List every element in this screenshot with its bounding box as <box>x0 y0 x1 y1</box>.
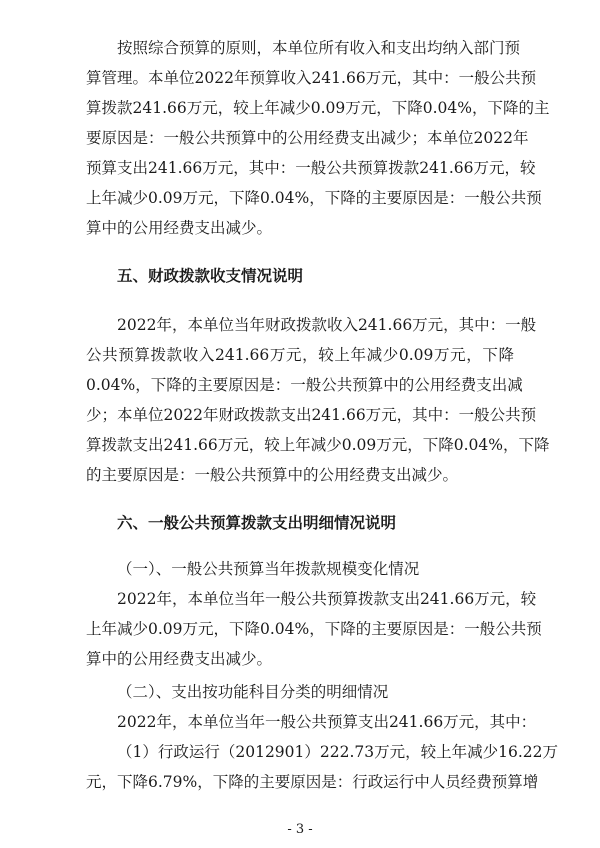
para1-line: 按照综合预算的原则，本单位所有收入和支出均纳入部门预 <box>117 39 521 57</box>
subsection-heading: （一）、一般公共预算当年拨款规模变化情况 <box>117 560 420 578</box>
section5-line: 少；本单位2022年财政拨款支出241.66万元，其中：一般公共预 <box>86 406 537 424</box>
sub1-line: 2022年，本单位当年一般公共预算拨款支出241.66万元，较 <box>117 590 537 608</box>
section5-line: 公共预算拨款收入241.66万元，较上年减少0.09万元，下降 <box>86 346 514 364</box>
subsection-heading: （二）、支出按功能科目分类的明细情况 <box>117 683 389 701</box>
para1-line: 预算支出241.66万元，其中：一般公共预算拨款241.66万元，较 <box>86 159 536 177</box>
para1-line: 算管理。本单位2022年预算收入241.66万元，其中：一般公共预 <box>86 69 537 87</box>
section5-line: 0.04%，下降的主要原因是：一般公共预算中的公用经费支出减 <box>86 376 523 394</box>
sub2-item1-line: （1）行政运行（2012901）222.73万元，较上年减少16.22万 <box>117 743 559 761</box>
para1-line: 要原因是：一般公共预算中的公用经费支出减少；本单位2022年 <box>86 129 529 147</box>
section5-line: 的主要原因是：一般公共预算中的公用经费支出减少。 <box>86 466 459 484</box>
section5-line: 算拨款支出241.66万元，较上年减少0.09万元，下降0.04%，下降 <box>86 436 550 454</box>
section-heading: 五、财政拨款收支情况说明 <box>117 267 304 285</box>
section5-line: 2022年，本单位当年财政拨款收入241.66万元，其中：一般 <box>117 316 537 334</box>
para1-line: 算拨款241.66万元，较上年减少0.09万元，下降0.04%，下降的主 <box>86 99 550 117</box>
para1-line: 算中的公用经费支出减少。 <box>86 219 273 237</box>
sub1-line: 上年减少0.09万元，下降0.04%，下降的主要原因是：一般公共预 <box>86 620 542 638</box>
page-number: - 3 - <box>287 822 313 837</box>
para1-line: 上年减少0.09万元，下降0.04%，下降的主要原因是：一般公共预 <box>86 189 542 207</box>
sub1-line: 算中的公用经费支出减少。 <box>86 650 273 668</box>
section-heading: 六、一般公共预算拨款支出明细情况说明 <box>117 514 397 532</box>
sub2-intro: 2022年，本单位当年一般公共预算支出241.66万元，其中： <box>117 713 537 731</box>
sub2-item1-line: 元，下降6.79%，下降的主要原因是：行政运行中人员经费预算增 <box>86 773 539 791</box>
